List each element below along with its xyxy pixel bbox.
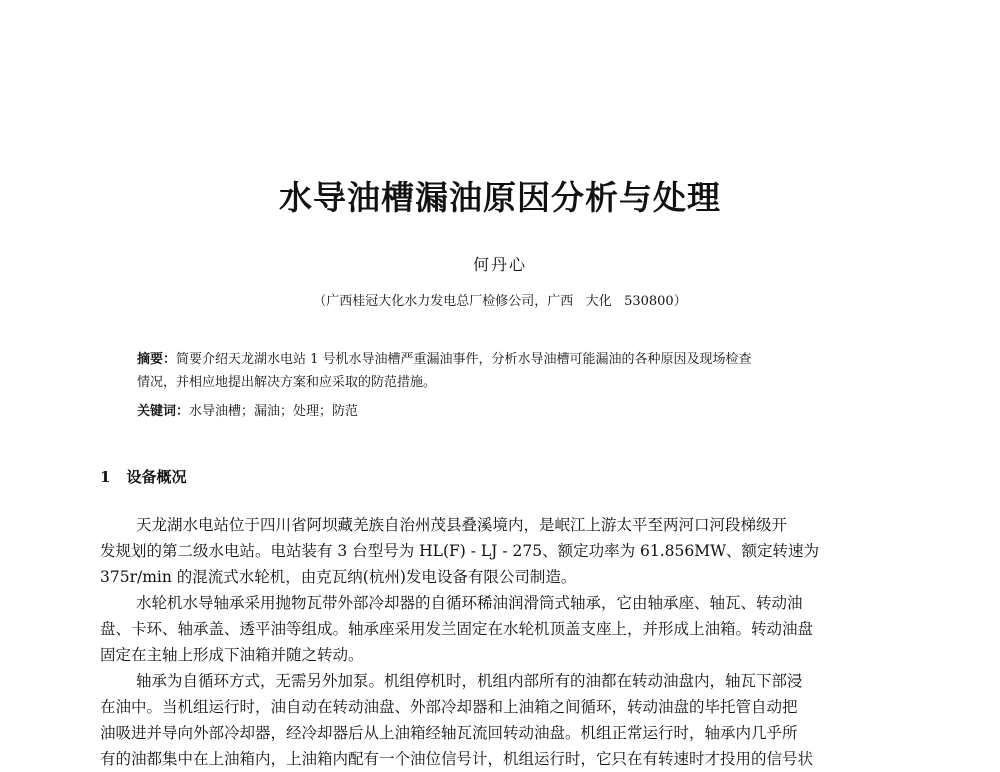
body-line: 天龙湖水电站位于四川省阿坝藏羌族自治州茂县叠溪境内，是岷江上游太平至两河口河段梯级开 bbox=[136, 516, 788, 534]
body-line: 水轮机水导轴承采用抛物瓦带外部冷却器的自循环稀油润滑筒式轴承，它由轴承座、轴瓦、转动油 bbox=[136, 594, 803, 612]
body-line: 有的油都集中在上油箱内，上油箱内配有一个油位信号计，机组运行时，它只在有转速时才投用的信号状 bbox=[100, 750, 814, 768]
body-line: 在油中。当机组运行时，油自动在转动油盘、外部冷却器和上油箱之间循环，转动油盘的毕托管自动把 bbox=[100, 698, 798, 716]
body-line: 375r/min 的混流式水轮机，由克瓦纳(杭州)发电设备有限公司制造。 bbox=[100, 568, 577, 586]
body-line: 盘、卡环、轴承盖、透平油等组成。轴承座采用发兰固定在水轮机顶盖支座上，并形成上油箱。转动油盘 bbox=[100, 620, 814, 638]
abstract-line-1 bbox=[137, 348, 877, 371]
body-line: 发规划的第二级水电站。电站装有 3 台型号为 HL(F) - LJ - 275、额定功率为 61.856MW、额定转速为 bbox=[100, 542, 820, 560]
abstract-text-2: 情况，并相应地提出解决方案和应采取的防范措施。 bbox=[137, 375, 437, 390]
section-number: 1 bbox=[100, 468, 111, 486]
abstract bbox=[137, 348, 877, 394]
keywords-text: 水导油槽；漏油；处理；防范 bbox=[189, 404, 359, 419]
author-affiliation: （广西桂冠大化水力发电总厂检修公司，广西 大化 530800） bbox=[313, 294, 687, 309]
abstract-line-2 bbox=[137, 371, 877, 394]
section-heading bbox=[100, 466, 186, 487]
section-body bbox=[100, 512, 900, 772]
keywords bbox=[137, 400, 358, 419]
body-line: 固定在主轴上形成下油箱并随之转动。 bbox=[100, 646, 364, 664]
keywords-label: 关键词： bbox=[137, 404, 190, 419]
abstract-label: 摘要： bbox=[137, 352, 177, 367]
paper-title: 水导油槽漏油原因分析与处理 bbox=[279, 178, 721, 217]
author-name: 何丹心 bbox=[472, 255, 527, 274]
abstract-text-1: 简要介绍天龙湖水电站 1 号机水导油槽严重漏油事件，分析水导油槽可能漏油的各种原因及现场检查 bbox=[176, 352, 752, 367]
body-line: 油吸进并导向外部冷却器，经冷却器后从上油箱经轴瓦流回转动油盘。机组正常运行时，轴承内几乎所 bbox=[100, 724, 798, 742]
body-line: 轴承为自循环方式，无需另外加泵。机组停机时，机组内部所有的油都在转动油盘内，轴瓦下部浸 bbox=[136, 672, 803, 690]
section-title: 设备概况 bbox=[126, 468, 187, 486]
